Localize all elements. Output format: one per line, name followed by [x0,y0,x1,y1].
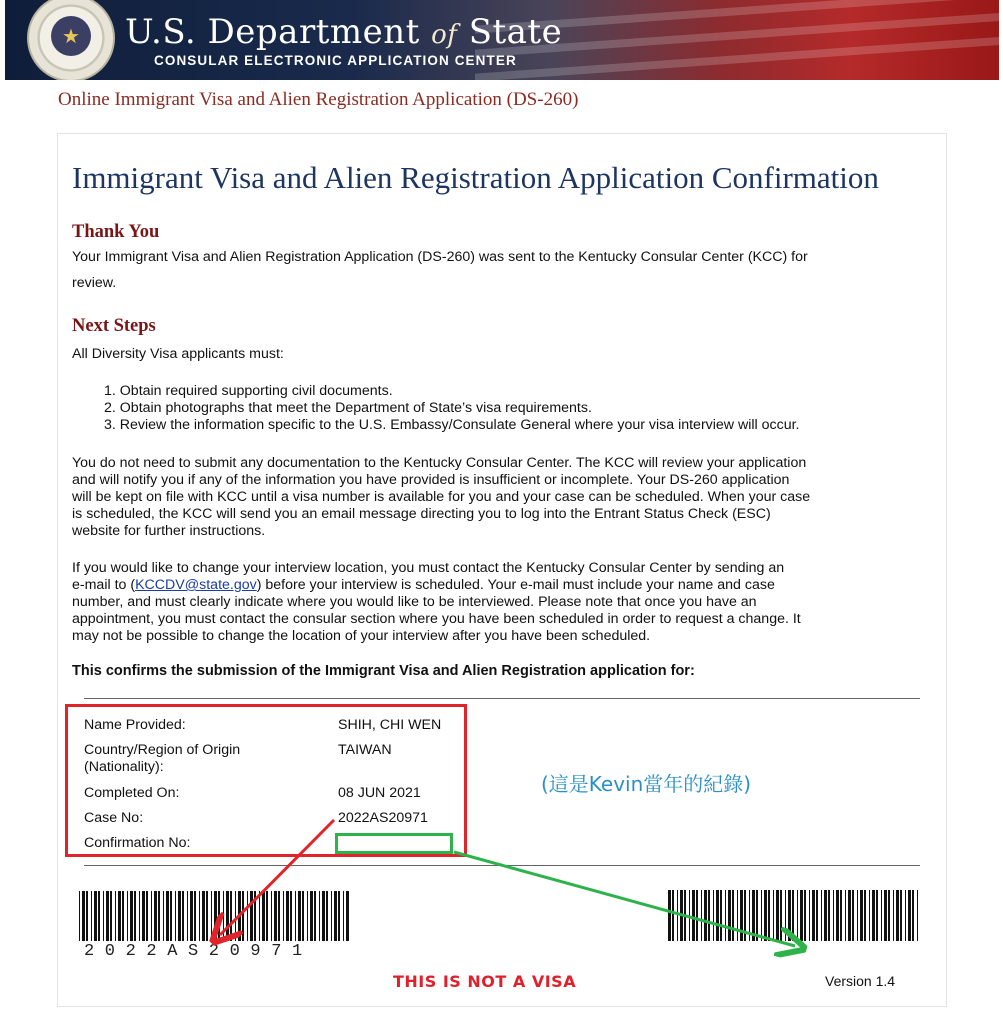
barcode-bar [286,891,289,941]
barcode-bar [199,891,200,941]
barcode-bar [840,890,842,941]
barcode-bar [821,890,822,941]
barcode-bar [322,891,325,941]
barcode-bar [704,890,707,941]
barcode-bar [310,891,313,941]
barcode-bar [881,890,882,941]
completed-label: Completed On: [84,785,180,801]
paragraph-line: You do not need to submit any documentation to the Kentucky Consular Center. The KCC will review your application [72,455,807,471]
barcode-bar [804,890,806,941]
barcode-bar [713,890,714,941]
next-steps-heading: Next Steps [72,316,156,336]
divider [84,865,920,866]
barcode-bar [824,890,827,941]
country-label: Country/Region of Origin [84,742,241,758]
barcode-bar [206,891,208,941]
divider [84,698,920,699]
thank-you-heading: Thank You [72,222,160,242]
barcode-bar [833,890,834,941]
country-value: TAIWAN [338,742,392,758]
barcode-bar [262,891,265,941]
barcode-bar [154,891,157,941]
barcode-bar [672,890,674,941]
barcode-bar [725,890,726,941]
barcode-bar [701,890,702,941]
barcode-bar [127,891,128,941]
barcode-bar [91,891,92,941]
barcode-bar [888,890,890,941]
header-banner [5,0,999,80]
barcode-bar [864,890,866,941]
barcode-bar [812,890,815,941]
department-title: U.S. Department of State [125,12,563,52]
kcc-email-link[interactable]: KCCDV@state.gov [135,577,257,593]
barcode-bar [788,890,791,941]
barcode-bar [182,891,184,941]
confirmation-label: Confirmation No: [84,835,191,851]
barcode-bar [732,890,734,941]
barcode-bar [86,891,88,941]
barcode-bar [226,891,229,941]
barcode-bar [190,891,193,941]
barcode-bar [166,891,169,941]
barcode-bar [170,891,172,941]
barcode-bar [278,891,280,941]
barcode-bar [338,891,340,941]
barcode-bar [893,890,894,941]
barcode-bar [146,891,148,941]
barcode-bar [809,890,810,941]
barcode-bar [797,890,798,941]
barcode-bar [158,891,160,941]
barcode-bar [696,890,698,941]
next-steps-list [104,383,800,434]
barcode-bar [259,891,260,941]
barcode-bar [194,891,196,941]
barcode-bar [845,890,846,941]
barcode-bar [218,891,220,941]
confirmation-statement: This confirms the submission of the Immigrant Visa and Alien Registration application for: [72,663,695,679]
application-subtitle: Online Immigrant Visa and Alien Registration Application (DS-260) [58,89,579,110]
paragraph-line: is scheduled, the KCC will send you an email message directing you to log into the Entrant Status Check (ESC) [72,506,771,522]
barcode-bar [334,891,337,941]
barcode-bar [857,890,858,941]
not-a-visa-notice: THIS IS NOT A VISA [393,972,577,991]
barcode-bar [235,891,236,941]
barcode-bar [680,890,683,941]
barcode-bar [343,891,344,941]
barcode-bar [848,890,851,941]
barcode-bar [720,890,722,941]
barcode-bar [905,890,906,941]
country-label-2: (Nationality): [84,759,164,775]
barcode-bar [178,891,181,941]
barcode-bar [214,891,217,941]
list-item: 3. Review the information specific to the U.S. Embassy/Consulate General where your visa interview will occur. [104,417,800,433]
paragraph-line: may not be possible to change the location of your interview after you have been scheduled. [72,628,651,644]
paragraph-line: If you would like to change your interview location, you must contact the Kentucky Consular Center by sending an [72,560,785,576]
barcode-bar [917,890,918,941]
barcode-bar [302,891,304,941]
barcode-bar [876,890,878,941]
barcode-bar [238,891,241,941]
barcode-bar [708,890,710,941]
barcode-bar [792,890,794,941]
barcode-bar [828,890,830,941]
barcode-bar [668,890,671,941]
barcode-bar [780,890,782,941]
barcode-bar [761,890,762,941]
barcode-bar [110,891,112,941]
barcode-bar [728,890,731,941]
barcode-bar [836,890,839,941]
barcode-bar [896,890,899,941]
completed-value: 08 JUN 2021 [338,785,421,801]
barcode-bar [122,891,124,941]
next-steps-intro: All Diversity Visa applicants must: [72,346,284,362]
barcode-digits: 2022AS20971 [84,942,313,961]
paragraph-line: will be kept on file with KCC until a visa number is available for you and your case can be scheduled. When your case [72,489,811,505]
barcode-bar [908,890,911,941]
page-title: Immigrant Visa and Alien Registration Application Confirmation [72,160,879,195]
barcode-bar [298,891,301,941]
barcode-bar [115,891,116,941]
barcode-bar [103,891,104,941]
barcode-bar [118,891,121,941]
barcode-bar [307,891,308,941]
department-subtitle: CONSULAR ELECTRONIC APPLICATION CENTER [154,53,517,68]
barcode-bar [852,890,854,941]
confirmation-barcode [668,890,920,941]
case-value: 2022AS20971 [338,810,428,826]
barcode-bar [130,891,133,941]
barcode-bar [716,890,719,941]
barcode-bar [912,890,914,941]
barcode-bar [142,891,145,941]
barcode-bar [900,890,902,941]
barcode-bar [860,890,863,941]
barcode-bar [247,891,248,941]
barcode-bar [756,890,758,941]
barcode-bar [884,890,887,941]
barcode-bar [187,891,188,941]
barcode-bar [151,891,152,941]
barcode-bar [773,890,774,941]
barcode-bar [872,890,875,941]
barcode-bar [692,890,695,941]
barcode-bar [326,891,328,941]
annotation-note: (這是Kevin當年的紀錄) [541,772,752,796]
barcode-bar [211,891,212,941]
barcode-bar [314,891,316,941]
barcode-bar [106,891,109,941]
barcode-bar [139,891,140,941]
thank-you-text: Your Immigrant Visa and Alien Registration Application (DS-260) was sent to the Kentucky Consular Center (KCC) for [72,249,808,265]
barcode-bar [163,891,164,941]
paragraph-line: appointment, you must contact the consular section where you have been scheduled in order to request a change. It [72,611,801,627]
barcode-bar [331,891,332,941]
barcode-bar [740,890,743,941]
highlight-box-green [335,833,453,854]
barcode-bar [295,891,296,941]
barcode-bar [869,890,870,941]
barcode-bar [271,891,272,941]
barcode-bar [175,891,176,941]
barcode-bar [202,891,205,941]
barcode-bar [785,890,786,941]
barcode-bar [689,890,690,941]
barcode-bar [816,890,818,941]
barcode-bar [223,891,224,941]
barcode-bar [290,891,292,941]
barcode-bar [82,891,85,941]
barcode-bar [744,890,746,941]
barcode-bar [319,891,320,941]
paragraph-line: website for further instructions. [72,523,266,539]
case-label: Case No: [84,810,144,826]
barcode-bar [254,891,256,941]
barcode-bar [250,891,253,941]
name-value: SHIH, CHI WEN [338,717,442,733]
barcode-bar [346,891,349,941]
barcode-bar [274,891,277,941]
paragraph-line: e-mail to (KCCDV@state.gov) before your interview is scheduled. Your e-mail must include your name and case [72,577,775,593]
list-item: 1. Obtain required supporting civil documents. [104,383,393,399]
paragraph-line: number, and must clearly indicate where you would like to be interviewed. Please note that once you have an [72,594,757,610]
barcode-bar [242,891,244,941]
barcode-bar [134,891,136,941]
barcode-bar [768,890,770,941]
barcode-bar [283,891,284,941]
name-label: Name Provided: [84,717,186,733]
list-item: 2. Obtain photographs that meet the Department of State’s visa requirements. [104,400,592,416]
eagle-icon: ★ [51,16,91,56]
barcode-bar [230,891,232,941]
barcode-bar [266,891,268,941]
thank-you-text-2: review. [72,275,117,291]
barcode-bar [749,890,750,941]
barcode-bar [737,890,738,941]
barcode-bar [764,890,767,941]
barcode-bar [98,891,100,941]
barcode-bar [79,891,80,941]
barcode-bar [684,890,686,941]
state-department-seal-icon [27,0,115,80]
version-label: Version 1.4 [825,973,896,989]
barcode-bar [677,890,678,941]
paragraph-line: and will notify you if any of the information you have provided is insufficient or incomplete. Your DS-260 application [72,472,790,488]
barcode-bar [800,890,803,941]
case-barcode [79,891,351,941]
barcode-bar [94,891,97,941]
barcode-bar [752,890,755,941]
barcode-bar [776,890,779,941]
